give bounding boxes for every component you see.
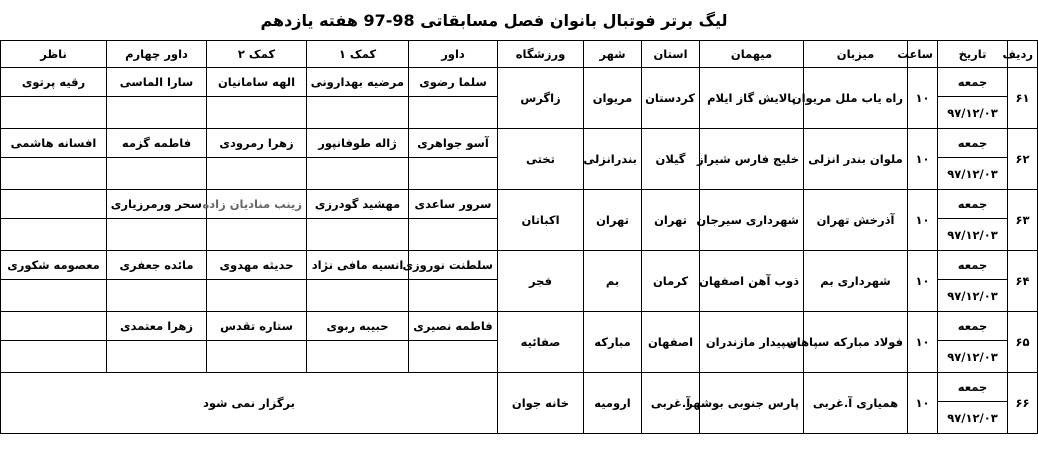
cell-host[interactable]: راه یاب ملل مریوان [804, 68, 908, 129]
cell-date[interactable]: ۹۷/۱۲/۰۳ [938, 158, 1008, 190]
header-time[interactable]: ساعت [908, 41, 938, 68]
cell-empty[interactable] [107, 97, 207, 129]
table-row [1, 373, 1038, 402]
cell-empty[interactable] [409, 280, 498, 312]
cell-date[interactable]: ۹۷/۱۲/۰۳ [938, 97, 1008, 129]
cell-row-number[interactable]: ۶۵ [1008, 312, 1038, 373]
cell-empty[interactable] [307, 280, 409, 312]
cell-referee[interactable]: سلطنت نوروزی [409, 251, 498, 280]
cell-day[interactable]: جمعه [938, 373, 1008, 402]
cell-assistant2[interactable]: زهرا رمرودی [207, 129, 307, 158]
cell-empty[interactable] [207, 97, 307, 129]
header-fourth[interactable]: داور چهارم [107, 41, 207, 68]
cell-fourth[interactable]: مائده جعفری [107, 251, 207, 280]
cell-empty[interactable] [409, 97, 498, 129]
cell-assistant2[interactable]: الهه سامانیان [207, 68, 307, 97]
cell-host[interactable]: ملوان بندر انزلی [804, 129, 908, 190]
cell-guest[interactable]: پالایش گاز ایلام [700, 68, 804, 129]
header-row-number[interactable]: ردیف [1008, 41, 1038, 68]
header-referee[interactable]: داور [409, 41, 498, 68]
table-row [1, 68, 1038, 97]
header-guest[interactable]: میهمان [700, 41, 804, 68]
cell-fourth[interactable]: سحر ورمرزیاری [107, 190, 207, 219]
cell-empty[interactable] [207, 280, 307, 312]
cell-assistant2[interactable]: زینب منادیان زاده [207, 190, 307, 219]
schedule-table [0, 40, 1038, 434]
cell-time[interactable]: ۱۰ [908, 129, 938, 190]
header-city[interactable]: شهر [584, 41, 642, 68]
cell-host[interactable]: همیاری آ.غربی [804, 373, 908, 434]
cell-day[interactable]: جمعه [938, 251, 1008, 280]
cell-date[interactable]: ۹۷/۱۲/۰۳ [938, 341, 1008, 373]
cell-empty[interactable] [107, 219, 207, 251]
cell-supervisor[interactable]: معصومه شکوری [1, 251, 107, 280]
cell-supervisor[interactable]: افسانه هاشمی [1, 129, 107, 158]
cell-province[interactable]: آ.غربی [642, 373, 700, 434]
cell-row-number[interactable]: ۶۳ [1008, 190, 1038, 251]
cell-date[interactable]: ۹۷/۱۲/۰۳ [938, 402, 1008, 434]
cell-city[interactable]: مریوان [584, 68, 642, 129]
cell-guest[interactable]: پارس جنوبی بوشهر [700, 373, 804, 434]
page-title: لیگ برتر فوتبال بانوان فصل مسابقاتی 98-97 هفته یازدهم [260, 10, 728, 30]
cell-referee[interactable]: فاطمه نصیری [409, 312, 498, 341]
cell-assistant2[interactable]: حدیثه مهدوی [207, 251, 307, 280]
cell-fourth[interactable]: فاطمه گزمه [107, 129, 207, 158]
cell-guest[interactable]: خلیج فارس شیراز [700, 129, 804, 190]
cell-time[interactable]: ۱۰ [908, 251, 938, 312]
header-assistant2[interactable]: کمک ۲ [207, 41, 307, 68]
cell-referee[interactable]: سلما رضوی [409, 68, 498, 97]
header-assistant1[interactable]: کمک ۱ [307, 41, 409, 68]
cell-assistant1[interactable]: حبیبه ربوی [307, 312, 409, 341]
cell-assistant1[interactable]: ژاله طوفانپور [307, 129, 409, 158]
cell-day[interactable]: جمعه [938, 129, 1008, 158]
cell-time[interactable]: ۱۰ [908, 68, 938, 129]
cell-city[interactable]: بندرانزلی [584, 129, 642, 190]
cell-referee[interactable]: آسو جواهری [409, 129, 498, 158]
cell-empty[interactable] [1, 280, 107, 312]
cell-assistant1[interactable]: انسیه مافی نژاد [307, 251, 409, 280]
cell-province[interactable]: کردستان [642, 68, 700, 129]
cell-host[interactable]: آذرخش تهران [804, 190, 908, 251]
cell-empty[interactable] [107, 341, 207, 373]
header-row [1, 41, 1038, 68]
cell-empty[interactable] [1, 219, 107, 251]
table-row [1, 190, 1038, 219]
table-row [1, 312, 1038, 341]
cell-empty[interactable] [307, 97, 409, 129]
cell-empty[interactable] [207, 341, 307, 373]
cell-fourth[interactable]: زهرا معتمدی [107, 312, 207, 341]
cell-city[interactable]: تهران [584, 190, 642, 251]
cell-assistant1[interactable]: مرضیه بهدارونی [307, 68, 409, 97]
cell-empty[interactable] [409, 158, 498, 190]
cell-date[interactable]: ۹۷/۱۲/۰۳ [938, 219, 1008, 251]
cell-stadium[interactable]: فجر [498, 251, 584, 312]
cell-row-number[interactable]: ۶۱ [1008, 68, 1038, 129]
cell-city[interactable]: ارومیه [584, 373, 642, 434]
cell-guest[interactable]: شهرداری سیرجان [700, 190, 804, 251]
cell-province[interactable]: اصفهان [642, 312, 700, 373]
cell-date[interactable]: ۹۷/۱۲/۰۳ [938, 280, 1008, 312]
cell-empty[interactable] [409, 341, 498, 373]
cell-day[interactable]: جمعه [938, 190, 1008, 219]
cell-empty[interactable] [1, 97, 107, 129]
cell-city[interactable]: بم [584, 251, 642, 312]
cell-province[interactable]: کرمان [642, 251, 700, 312]
cell-empty[interactable] [207, 219, 307, 251]
cell-time[interactable]: ۱۰ [908, 190, 938, 251]
cell-empty[interactable] [107, 280, 207, 312]
cell-province[interactable]: تهران [642, 190, 700, 251]
cell-host[interactable]: شهرداری بم [804, 251, 908, 312]
cell-empty[interactable] [307, 158, 409, 190]
cell-stadium[interactable]: تختی [498, 129, 584, 190]
cell-guest[interactable]: سپیدار مازندران [700, 312, 804, 373]
cell-city[interactable]: مبارکه [584, 312, 642, 373]
cell-empty[interactable] [107, 158, 207, 190]
cell-empty[interactable] [207, 158, 307, 190]
cell-stadium[interactable]: اکباتان [498, 190, 584, 251]
cancelled-note[interactable]: برگزار نمی شود [1, 373, 498, 434]
cell-host[interactable]: فولاد مبارکه سپاهان [804, 312, 908, 373]
cell-time[interactable]: ۱۰ [908, 312, 938, 373]
header-supervisor[interactable]: ناظر [1, 41, 107, 68]
cell-stadium[interactable]: صفائیه [498, 312, 584, 373]
cell-supervisor[interactable] [1, 312, 107, 341]
header-date[interactable]: تاریخ [938, 41, 1008, 68]
header-province[interactable]: استان [642, 41, 700, 68]
cell-day[interactable]: جمعه [938, 68, 1008, 97]
cell-stadium[interactable]: خانه جوان [498, 373, 584, 434]
cell-assistant2[interactable]: ستاره تقدس [207, 312, 307, 341]
table-row [1, 129, 1038, 158]
cell-row-number[interactable]: ۶۶ [1008, 373, 1038, 434]
header-stadium[interactable]: ورزشگاه [498, 41, 584, 68]
cell-empty[interactable] [307, 341, 409, 373]
cell-row-number[interactable]: ۶۴ [1008, 251, 1038, 312]
cell-empty[interactable] [1, 341, 107, 373]
cell-empty[interactable] [1, 158, 107, 190]
table-row [1, 251, 1038, 280]
cell-row-number[interactable]: ۶۲ [1008, 129, 1038, 190]
cell-referee[interactable]: سرور ساعدی [409, 190, 498, 219]
cell-supervisor[interactable] [1, 190, 107, 219]
cell-empty[interactable] [307, 219, 409, 251]
cell-supervisor[interactable]: رقیه پرتوی [1, 68, 107, 97]
cell-fourth[interactable]: سارا الماسی [107, 68, 207, 97]
cell-empty[interactable] [409, 219, 498, 251]
cell-stadium[interactable]: زاگرس [498, 68, 584, 129]
cell-time[interactable]: ۱۰ [908, 373, 938, 434]
cell-guest[interactable]: ذوب آهن اصفهان [700, 251, 804, 312]
cell-day[interactable]: جمعه [938, 312, 1008, 341]
cell-province[interactable]: گیلان [642, 129, 700, 190]
cell-assistant1[interactable]: مهشید گودرزی [307, 190, 409, 219]
header-host[interactable]: میزبان [804, 41, 908, 68]
